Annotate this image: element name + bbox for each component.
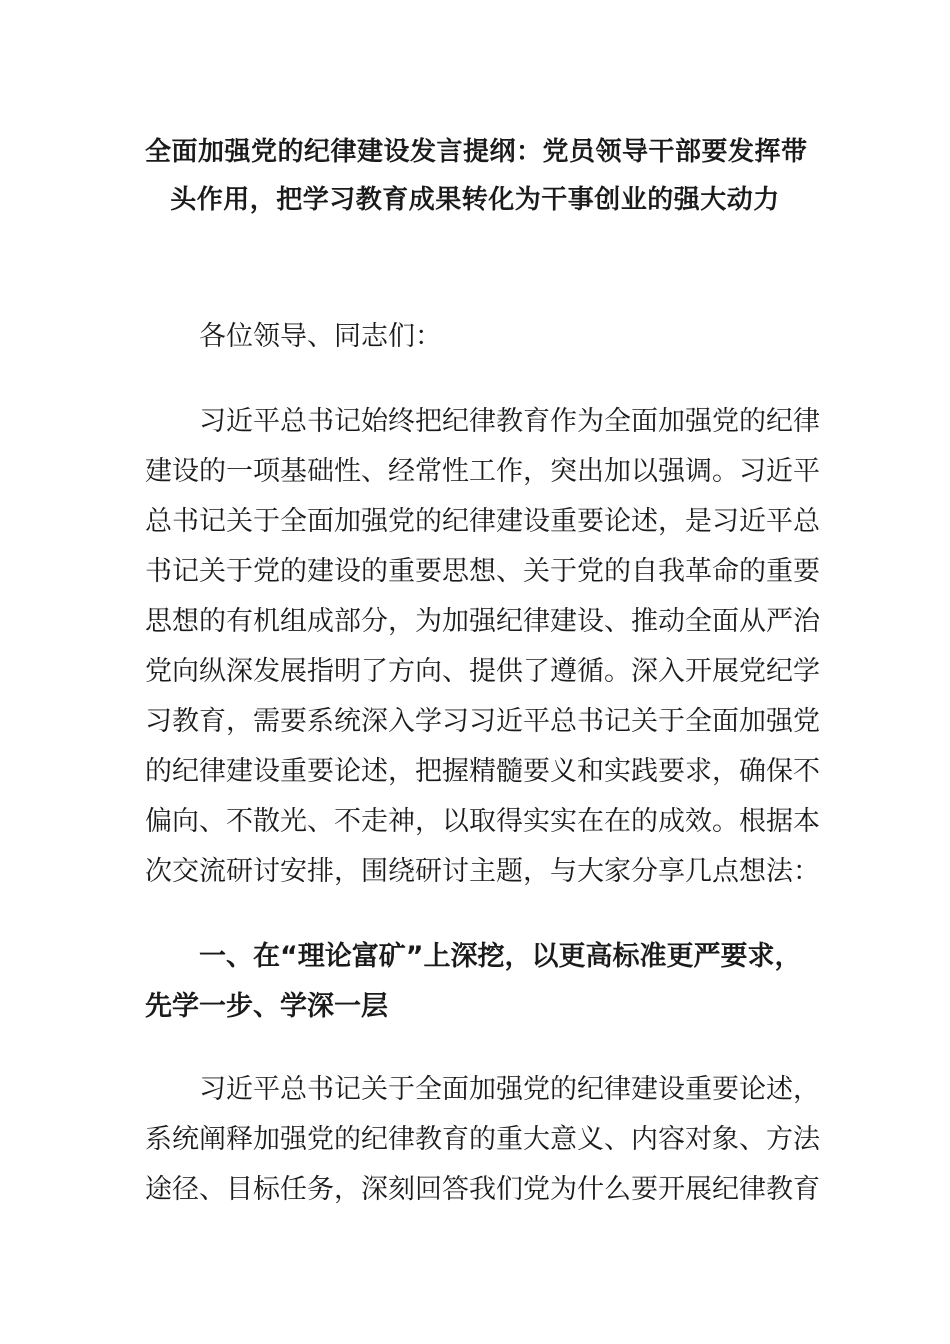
- paragraph-line: 思想的有机组成部分，为加强纪律建设、推动全面从严治: [145, 606, 820, 637]
- greeting-text: 各位领导、同志们：: [199, 321, 442, 352]
- paragraph-line: 习近平总书记始终把纪律教育作为全面加强党的纪律: [199, 406, 820, 437]
- paragraph-section-1: [145, 1065, 820, 1215]
- heading-line: 一、在“理论富矿”上深挖，以更高标准更严要求，: [199, 941, 802, 972]
- document-title: [145, 128, 808, 224]
- greeting: [145, 312, 807, 362]
- paragraph-line: 书记关于党的建设的重要思想、关于党的自我革命的重要: [145, 556, 820, 587]
- paragraph-line: 建设的一项基础性、经常性工作，突出加以强调。习近平: [145, 456, 820, 487]
- paragraph-line: 习教育，需要系统深入学习习近平总书记关于全面加强党: [145, 706, 820, 737]
- paragraph-line: 途径、目标任务，深刻回答我们党为什么要开展纪律教育: [145, 1174, 820, 1205]
- heading-line: 先学一步、学深一层: [145, 991, 388, 1022]
- section-heading-1: [145, 932, 807, 1032]
- paragraph-line: 总书记关于全面加强党的纪律建设重要论述，是习近平总: [145, 506, 820, 537]
- paragraph-line: 党向纵深发展指明了方向、提供了遵循。深入开展党纪学: [145, 656, 820, 687]
- title-line: 全面加强党的纪律建设发言提纲：党员领导干部要发挥带: [145, 137, 808, 167]
- paragraph-line: 习近平总书记关于全面加强党的纪律建设重要论述，: [199, 1074, 820, 1105]
- paragraph-line: 的纪律建设重要论述，把握精髓要义和实践要求，确保不: [145, 756, 820, 787]
- paragraph-intro: [145, 397, 820, 897]
- paragraph-line: 偏向、不散光、不走神，以取得实实在在的成效。根据本: [145, 806, 820, 837]
- paragraph-line: 次交流研讨安排，围绕研讨主题，与大家分享几点想法：: [145, 856, 820, 887]
- title-line: 头作用，把学习教育成果转化为干事创业的强大动力: [170, 185, 780, 215]
- paragraph-line: 系统阐释加强党的纪律教育的重大意义、内容对象、方法: [145, 1124, 820, 1155]
